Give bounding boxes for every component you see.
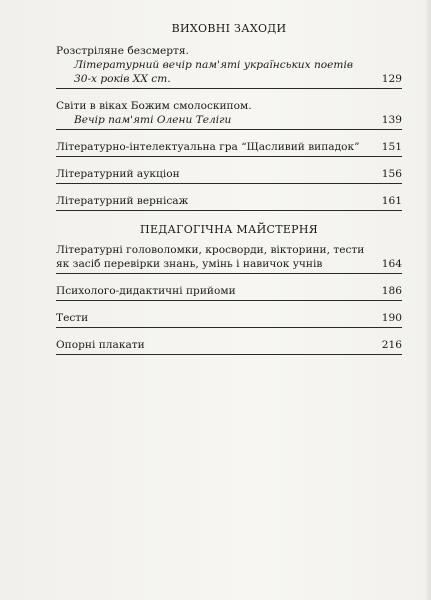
section-title-pedagogical-workshop: ПЕДАГОГІЧНА МАЙСТЕРНЯ — [140, 223, 318, 236]
toc-entry-page-number: 156 — [381, 168, 402, 180]
toc-entry-page-number: 139 — [381, 114, 402, 126]
toc-entry-title: Літературний вернісаж — [56, 195, 189, 207]
table-of-contents — [56, 22, 402, 365]
toc-entry-page-number: 164 — [381, 258, 402, 270]
toc-entry-title: Літературно-інтелектуальна гра “Щасливий випадок” — [56, 141, 360, 153]
toc-entry-title: Опорні плакати — [56, 339, 145, 351]
toc-entry-subtitle: Вечір пам'яті Олени Теліги — [74, 114, 232, 126]
toc-entry-page-number: 161 — [381, 195, 402, 207]
toc-entry-title: Літературні головоломки, кросворди, вікторини, тести — [56, 244, 365, 256]
toc-entry-literary-auction — [56, 167, 402, 184]
section-title-educational-events: ВИХОВНІ ЗАХОДИ — [171, 22, 287, 35]
toc-entry-tests — [56, 311, 402, 328]
toc-entry-page-number: 186 — [381, 285, 402, 297]
toc-entry-page-number: 216 — [381, 339, 402, 351]
toc-entry-reference-posters — [56, 338, 402, 355]
toc-entry-title: Світи в віках Божим смолоскипом. — [56, 100, 252, 112]
toc-entry-rozstriliane — [56, 44, 402, 89]
toc-entry-svity — [56, 99, 402, 130]
toc-entry-literary-vernissage — [56, 194, 402, 211]
toc-entry-title: Розстріляне безсмертя. — [56, 45, 189, 57]
toc-entry-title: Тести — [56, 312, 89, 324]
toc-entry-page-number: 151 — [381, 141, 402, 153]
toc-entry-puzzles-crosswords — [56, 243, 402, 274]
toc-entry-title-continued: як засіб перевірки знань, умінь і навичок учнів — [56, 258, 323, 270]
toc-entry-title: Літературний аукціон — [56, 168, 180, 180]
toc-entry-psycho-didactic — [56, 284, 402, 301]
page-edge-shadow — [425, 0, 431, 600]
toc-entry-happy-chance-game — [56, 140, 402, 157]
toc-entry-page-number: 129 — [381, 73, 402, 85]
toc-entry-page-number: 190 — [381, 312, 402, 324]
toc-entry-subtitle: Літературний вечір пам'яті українських поетів — [74, 59, 354, 71]
toc-entry-title: Психолого-дидактичні прийоми — [56, 285, 236, 297]
toc-entry-subtitle-continued: 30-х років XX ст. — [74, 73, 171, 85]
